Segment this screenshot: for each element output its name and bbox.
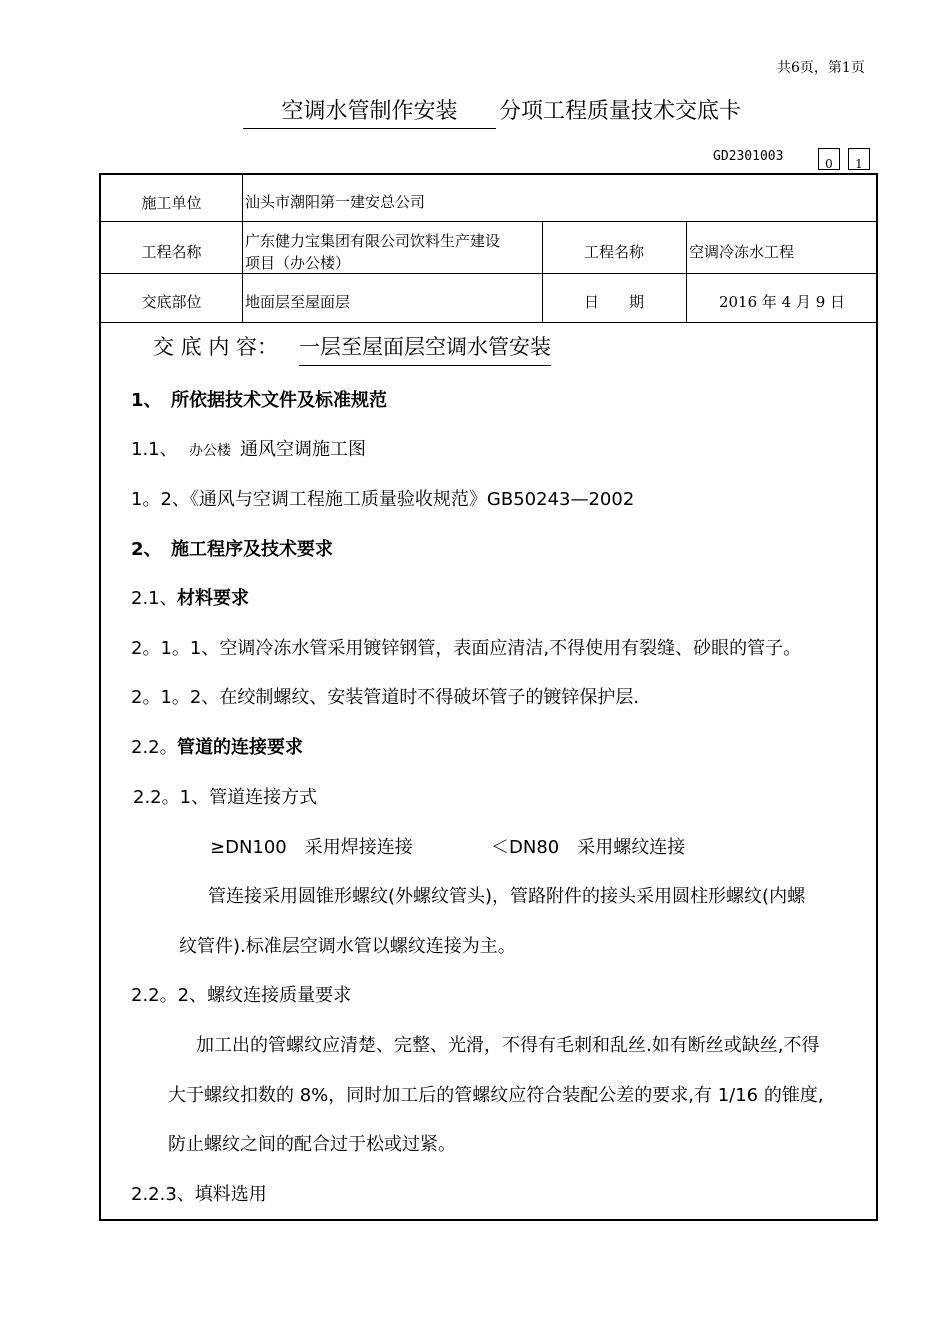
document-title: [243, 96, 803, 132]
section-1-title: 所依据技术文件及标准规范: [171, 390, 387, 411]
item-2-1-1: 2。1。1、空调冷冻水管采用镀锌钢管，表面应清洁,不得使用有裂缝、砂眼的管子。: [131, 638, 802, 659]
item-1-1-text: 通风空调施工图: [240, 439, 366, 460]
section-2-number: 2、: [131, 539, 162, 560]
disclosure-location-label: 交底部位: [141, 293, 202, 311]
sub-project-value: 空调冷冻水工程: [689, 243, 795, 261]
content-heading-value: 一层至屋面层空调水管安装: [299, 331, 551, 366]
section-1-number: 1、: [131, 390, 162, 411]
content-heading-label: 交 底 内 容：: [153, 335, 279, 359]
item-2-2-1: 2.2。1、管道连接方式: [133, 787, 318, 808]
paragraph-a-line2: 纹管件).标准层空调水管以螺纹连接为主。: [179, 936, 516, 957]
item-1-1-prefix: 办公楼: [189, 443, 231, 459]
page-count: 共6页，第1页: [777, 60, 865, 76]
title-subject: 空调水管制作安装: [243, 96, 496, 129]
paragraph-b-line2: 大于螺纹扣数的 8%，同时加工后的管螺纹应符合装配公差的要求,有 1/16 的锥度,: [168, 1085, 824, 1106]
paragraph-b-line3: 防止螺纹之间的配合过于松或过紧。: [168, 1134, 456, 1155]
sequence-box-1: 0: [818, 148, 840, 170]
sub-project-label: 工程名称: [583, 243, 644, 261]
section-2-title: 施工程序及技术要求: [171, 539, 333, 560]
paragraph-a-line1: 管连接采用圆锥形螺纹(外螺纹管头)，管路附件的接头采用圆柱形螺纹(内螺: [208, 886, 806, 907]
project-name-line1: 广东健力宝集团有限公司饮料生产建设: [245, 232, 501, 250]
sequence-box-2: 1: [848, 148, 870, 170]
document-code: GD2301003: [713, 149, 784, 164]
item-2-2-2: 2.2。2、螺纹连接质量要求: [131, 985, 352, 1006]
row-divider: [101, 322, 876, 323]
dn-welded-rule: ≥DN100 采用焊接连接: [210, 837, 413, 858]
disclosure-location-value: 地面层至屋面层: [245, 293, 351, 311]
item-2-1-title: 材料要求: [177, 588, 249, 609]
item-2-1-2: 2。1。2、在绞制螺纹、安装管道时不得破坏管子的镀锌保护层.: [131, 687, 640, 708]
date-value: 2016 年 4 月 9 日: [718, 293, 846, 311]
column-divider: [242, 175, 243, 322]
item-2-1-number: 2.1、: [131, 588, 178, 609]
date-label: 日 期: [583, 293, 644, 311]
dn-threaded-rule: ＜DN80 采用螺纹连接: [491, 837, 686, 858]
paragraph-b-line1: 加工出的管螺纹应清楚、完整、光滑，不得有毛刺和乱丝.如有断丝或缺丝,不得: [196, 1035, 820, 1056]
item-2-2-title: 管道的连接要求: [177, 737, 303, 758]
project-name-line2: 项目（办公楼）: [245, 254, 351, 272]
project-name-label: 工程名称: [141, 243, 202, 261]
item-1-1-number: 1.1、: [131, 439, 178, 460]
row-divider: [101, 221, 876, 222]
item-2-2-number: 2.2。: [131, 737, 178, 758]
row-divider: [101, 273, 876, 274]
item-2-2-3: 2.2.3、填料选用: [131, 1184, 267, 1205]
item-1-2: 1。2、《通风与空调工程施工质量验收规范》GB50243—2002: [131, 489, 635, 510]
construction-unit-value: 汕头市潮阳第一建安总公司: [245, 193, 426, 211]
title-suffix: 分项工程质量技术交底卡: [499, 99, 742, 124]
disclosure-form: [99, 173, 878, 1221]
construction-unit-label: 施工单位: [141, 194, 202, 212]
